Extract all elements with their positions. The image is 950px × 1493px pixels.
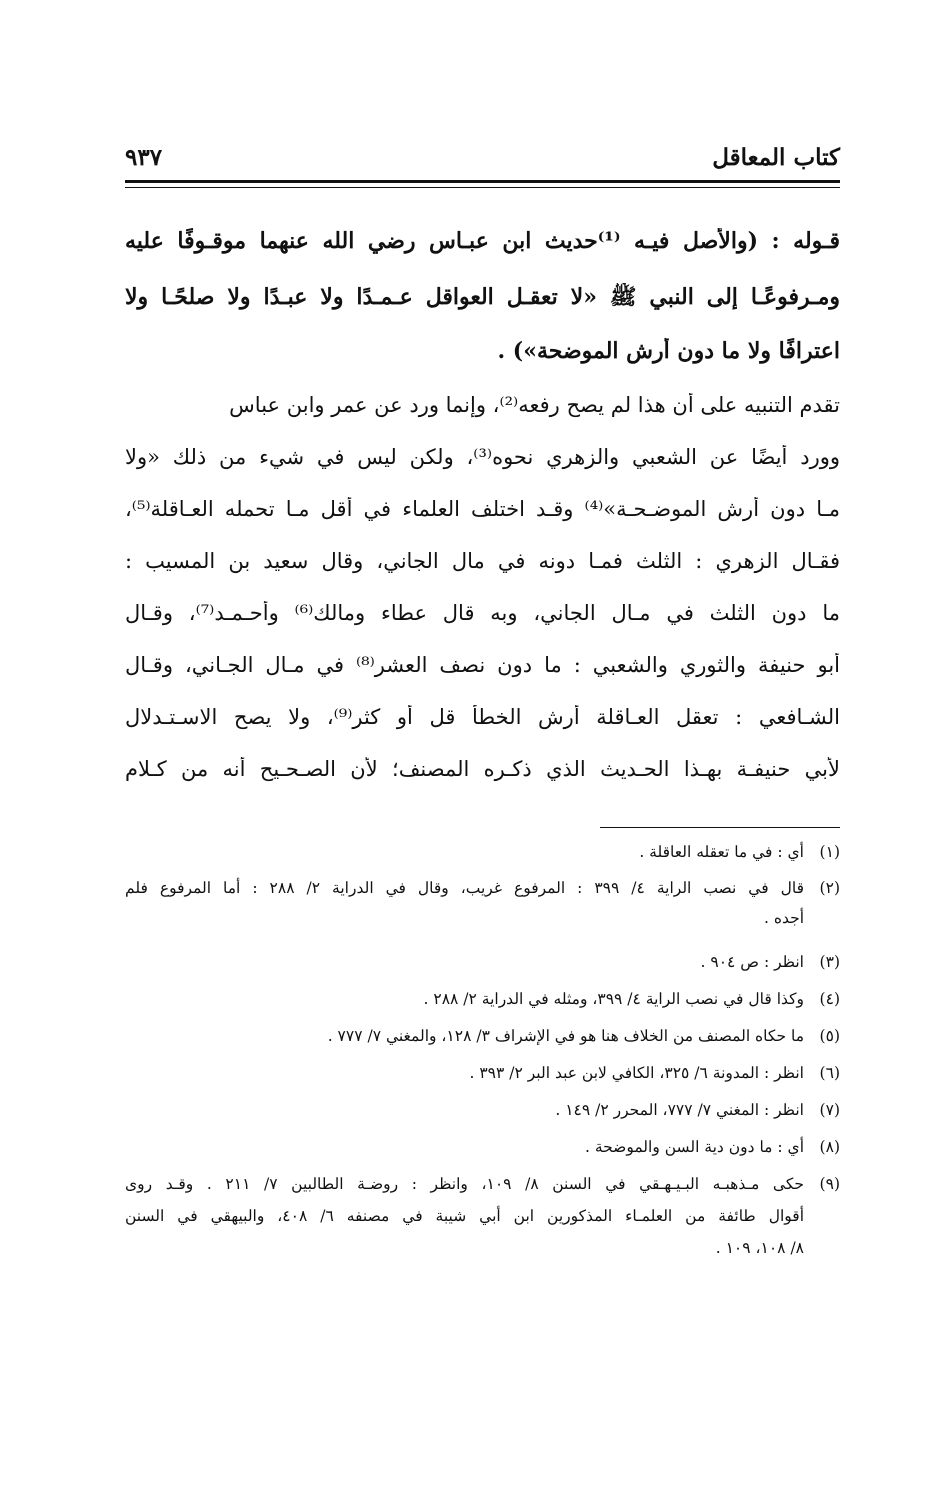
chapter-title: كتاب المعاقل xyxy=(712,144,840,171)
footnote-text: ما حكاه المصنف من الخلاف هنا هو في الإشراف ٣/ ١٢٨، والمغني ٧/ ٧٧٧ . xyxy=(327,1027,804,1045)
running-header xyxy=(125,140,840,176)
body-line: مـا دون أرش الموضـحـة»⁽⁴⁾ وقـد اختلف العلماء في أقل مـا تحمله العـاقلة⁽⁵⁾، xyxy=(125,497,840,521)
footnote-number: (٨) xyxy=(819,1138,840,1156)
footnote-text: قال في نصب الراية ٤/ ٣٩٩ : المرفوع غريب، وقال في الدراية ٢/ ٢٨٨ : أما المرفوع فلم xyxy=(125,879,804,897)
body-line: تقدم التنبيه على أن هذا لم يصح رفعه⁽²⁾، وإنما ورد عن عمر وابن عباس xyxy=(229,393,840,417)
body-line: أبو حنيفة والثوري والشعبي : ما دون نصف العشر⁽⁸⁾ في مـال الجـاني، وقـال xyxy=(125,653,840,677)
footnote-text: وكذا قال في نصب الراية ٤/ ٣٩٩، ومثله في الدراية ٢/ ٢٨٨ . xyxy=(423,990,804,1008)
footnote-text: انظر : المغني ٧/ ٧٧٧، المحرر ٢/ ١٤٩ . xyxy=(555,1101,804,1119)
footnote-text: أجده . xyxy=(764,909,804,927)
page-number: ٩٣٧ xyxy=(125,144,163,171)
body-line: ما دون الثلث في مـال الجاني، وبه قال عطاء ومالك⁽⁶⁾ وأحـمـد⁽⁷⁾، وقـال xyxy=(125,601,840,625)
quote-line: ومـرفوعًـا إلى النبي ﷺ «لا تعقـل العواقل عـمـدًا ولا عبـدًا ولا صلحًـا ولا xyxy=(125,284,840,310)
footnote-number: (٤) xyxy=(819,990,840,1008)
footnote-number: (٣) xyxy=(819,953,840,971)
quote-line: قـوله : (والأصل فيـه ⁽¹⁾حديث ابن عبـاس رضي الله عنهما موقـوفًا عليه xyxy=(125,228,840,254)
header-rule-thick xyxy=(125,180,840,183)
footnote-number: (٧) xyxy=(819,1101,840,1119)
footnote-number: (٥) xyxy=(819,1027,840,1045)
footnote-text: أي : في ما تعقله العاقلة . xyxy=(639,843,804,861)
body-line: الشـافعي : تعقل العـاقلة أرش الخطأ قل أو كثر⁽⁹⁾، ولا يصح الاسـتـدلال xyxy=(125,705,840,729)
footnote-separator xyxy=(600,827,840,828)
footnote-text: أقوال طائفة من العلمـاء المذكورين ابن أبي شيبة في مصنفه ٦/ ٤٠٨، والبيهقي في السنن xyxy=(125,1207,805,1225)
footnote-number: (٩) xyxy=(819,1175,840,1193)
footnote-text: انظر : ص ٩٠٤ . xyxy=(700,953,804,971)
footnote-text: انظر : المدونة ٦/ ٣٢٥، الكافي لابن عبد البر ٢/ ٣٩٣ . xyxy=(469,1064,804,1082)
body-line: فقـال الزهري : الثلث فمـا دونه في مال الجاني، وقال سعيد بن المسيب : xyxy=(125,549,840,573)
footnote-number: (٦) xyxy=(819,1064,840,1082)
footnote-number: (٢) xyxy=(819,879,840,897)
footnote-text: أي : ما دون دية السن والموضحة . xyxy=(584,1138,804,1156)
footnote-text: ٨/ ١٠٨، ١٠٩ . xyxy=(715,1239,804,1257)
header-rule-thin xyxy=(125,187,840,188)
body-line: لأبي حنيفـة بهـذا الحـديث الذي ذكـره المصنف؛ لأن الصـحـيح أنه من كـلام xyxy=(125,757,840,781)
footnote-number: (١) xyxy=(819,843,840,861)
body-line: وورد أيضًا عن الشعبي والزهري نحوه⁽³⁾، ولكن ليس في شيء من ذلك «ولا xyxy=(125,445,840,469)
quote-line: اعترافًا ولا ما دون أرش الموضحة») . xyxy=(497,338,840,364)
footnote-text: حكى مـذهبـه البـيـهـقي في السنن ٨/ ١٠٩، وانظر : روضـة الطالبين ٧/ ٢١١ . وقـد روى xyxy=(125,1175,804,1193)
